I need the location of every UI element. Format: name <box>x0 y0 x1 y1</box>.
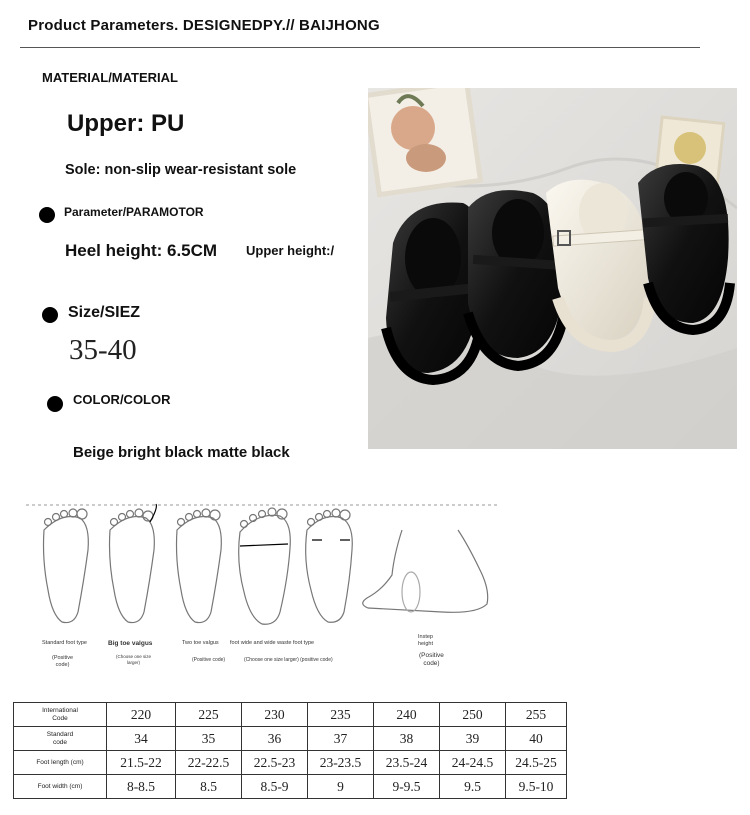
table-cell: 21.5-22 <box>107 751 176 775</box>
table-row-label: International Code <box>14 703 107 727</box>
table-cell: 35 <box>176 727 242 751</box>
foot-type-instep-title: Instep height <box>418 634 433 647</box>
table-cell: 22.5-23 <box>242 751 308 775</box>
table-cell: 38 <box>374 727 440 751</box>
color-options: Beige bright black matte black <box>73 444 290 461</box>
table-row-label: Foot width (cm) <box>14 775 107 799</box>
table-cell: 225 <box>176 703 242 727</box>
table-cell: 34 <box>107 727 176 751</box>
bullet-icon <box>42 307 58 323</box>
foot-type-two-toe-title: Two toe valgus <box>182 640 219 646</box>
table-row <box>14 751 567 775</box>
art-print <box>368 88 480 195</box>
table-cell: 220 <box>107 703 176 727</box>
instep-foot-outline <box>363 530 488 612</box>
wide-waist-foot-outline <box>306 517 353 623</box>
table-cell: 22-22.5 <box>176 751 242 775</box>
table-cell: 230 <box>242 703 308 727</box>
table-cell: 240 <box>374 703 440 727</box>
material-heading: MATERIAL/MATERIAL <box>42 70 178 85</box>
standard-foot-outline <box>44 517 89 623</box>
size-range: 35-40 <box>69 334 137 366</box>
bullet-icon <box>39 207 55 223</box>
size-table-body <box>14 703 567 799</box>
sole-material: Sole: non-slip wear-resistant sole <box>65 162 297 178</box>
header-title: Product Parameters. DESIGNEDPY.// BAIJHONG <box>28 17 380 34</box>
table-cell: 9.5 <box>440 775 506 799</box>
foot-type-wide-title: foot wide and wide waste foot type <box>230 640 315 646</box>
upper-height: Upper height:/ <box>246 243 335 258</box>
bullet-icon <box>47 396 63 412</box>
table-cell: 9 <box>308 775 374 799</box>
table-cell: 8-8.5 <box>107 775 176 799</box>
parameter-heading: Parameter/PARAMOTOR <box>64 205 204 219</box>
table-cell: 235 <box>308 703 374 727</box>
table-cell: 23.5-24 <box>374 751 440 775</box>
table-cell: 36 <box>242 727 308 751</box>
color-heading: COLOR/COLOR <box>73 392 171 407</box>
product-photo <box>368 88 737 449</box>
table-cell: 9-9.5 <box>374 775 440 799</box>
table-row <box>14 703 567 727</box>
table-cell: 40 <box>506 727 567 751</box>
table-row-label: Standard code <box>14 727 107 751</box>
foot-type-standard-title: Standard foot type <box>42 640 87 646</box>
table-cell: 8.5 <box>176 775 242 799</box>
foot-type-instep-sub: (Positive code) <box>419 652 444 668</box>
table-cell: 8.5-9 <box>242 775 308 799</box>
table-cell: 9.5-10 <box>506 775 567 799</box>
table-cell: 24.5-25 <box>506 751 567 775</box>
foot-type-big-toe-sub: (Choose one size larger) <box>116 654 152 665</box>
wide-foot-outline <box>239 515 291 624</box>
table-cell: 23-23.5 <box>308 751 374 775</box>
foot-type-two-toe-sub: (Positive code) <box>192 657 226 663</box>
big-toe-valgus-foot-outline <box>110 517 155 623</box>
header-divider <box>20 47 700 48</box>
foot-type-wide-sub: (Choose one size larger) (positive code) <box>244 657 333 663</box>
table-cell: 255 <box>506 703 567 727</box>
upper-material: Upper: PU <box>67 110 185 137</box>
table-row <box>14 727 567 751</box>
table-cell: 37 <box>308 727 374 751</box>
black-shoe <box>638 164 730 330</box>
table-row <box>14 775 567 799</box>
table-row-label: Foot length (cm) <box>14 751 107 775</box>
foot-type-big-toe-title: Big toe valgus <box>108 640 153 647</box>
table-cell: 24-24.5 <box>440 751 506 775</box>
size-heading: Size/SIEZ <box>68 304 141 321</box>
table-cell: 250 <box>440 703 506 727</box>
size-table <box>13 702 567 799</box>
foot-type-standard-sub: (Positive code) <box>52 655 74 668</box>
two-toe-valgus-foot-outline <box>177 517 222 623</box>
table-cell: 39 <box>440 727 506 751</box>
heel-height: Heel height: 6.5CM <box>65 241 218 260</box>
foot-type-diagram <box>22 500 502 672</box>
